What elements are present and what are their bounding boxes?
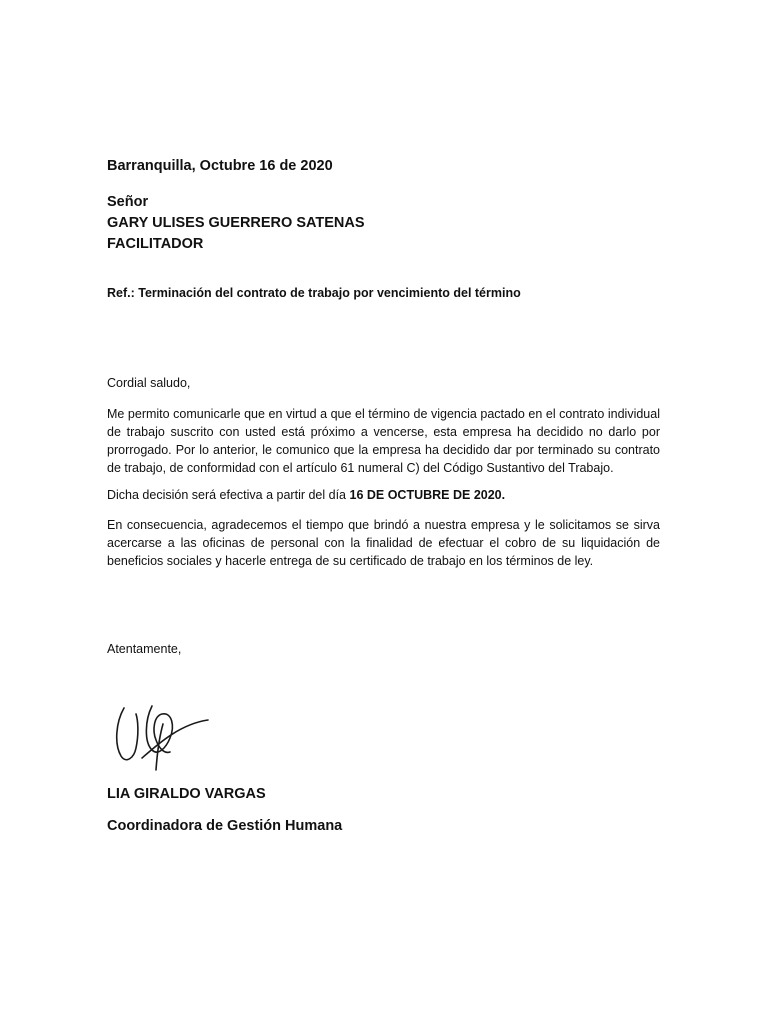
recipient-block (107, 192, 660, 255)
greeting: Cordial saludo, (107, 376, 191, 390)
body-paragraph-1: Me permito comunicarle que en virtud a que el término de vigencia pactado en el contrato individual de trabajo suscrito con usted está próximo a vencerse, esta empresa ha decidido no darlo por prorrogado. Por lo anterior, le comunico que la empresa ha decidido dar por terminado su contrato de trabajo, de conformidad con el artículo 61 numeral C) del Código Sustantivo del Trabajo. (107, 407, 660, 475)
signer-title: Coordinadora de Gestión Humana (107, 818, 343, 834)
recipient-name: GARY ULISES GUERRERO SATENAS (107, 215, 365, 231)
effective-date-prefix: Dicha decisión será efectiva a partir del día (107, 488, 350, 502)
reference-line: Ref.: Terminación del contrato de trabajo por vencimiento del término (107, 286, 521, 300)
body-paragraph-2 (107, 486, 660, 504)
body-paragraph-3: En consecuencia, agradecemos el tiempo que brindó a nuestra empresa y le solicitamos se sirva acercarse a las oficinas de personal con la finalidad de efectuar el cobro de su liquidación de beneficios sociales y hacerle entrega de su certificado de trabajo en los términos de ley. (107, 518, 660, 568)
effective-date: 16 DE OCTUBRE DE 2020. (349, 488, 506, 502)
handwritten-signature (112, 700, 217, 772)
date-line: Barranquilla, Octubre 16 de 2020 (107, 158, 333, 174)
signer-name: LIA GIRALDO VARGAS (107, 786, 266, 802)
closing: Atentamente, (107, 642, 182, 656)
recipient-salutation-title: Señor (107, 194, 149, 210)
recipient-position: FACILITADOR (107, 236, 204, 252)
